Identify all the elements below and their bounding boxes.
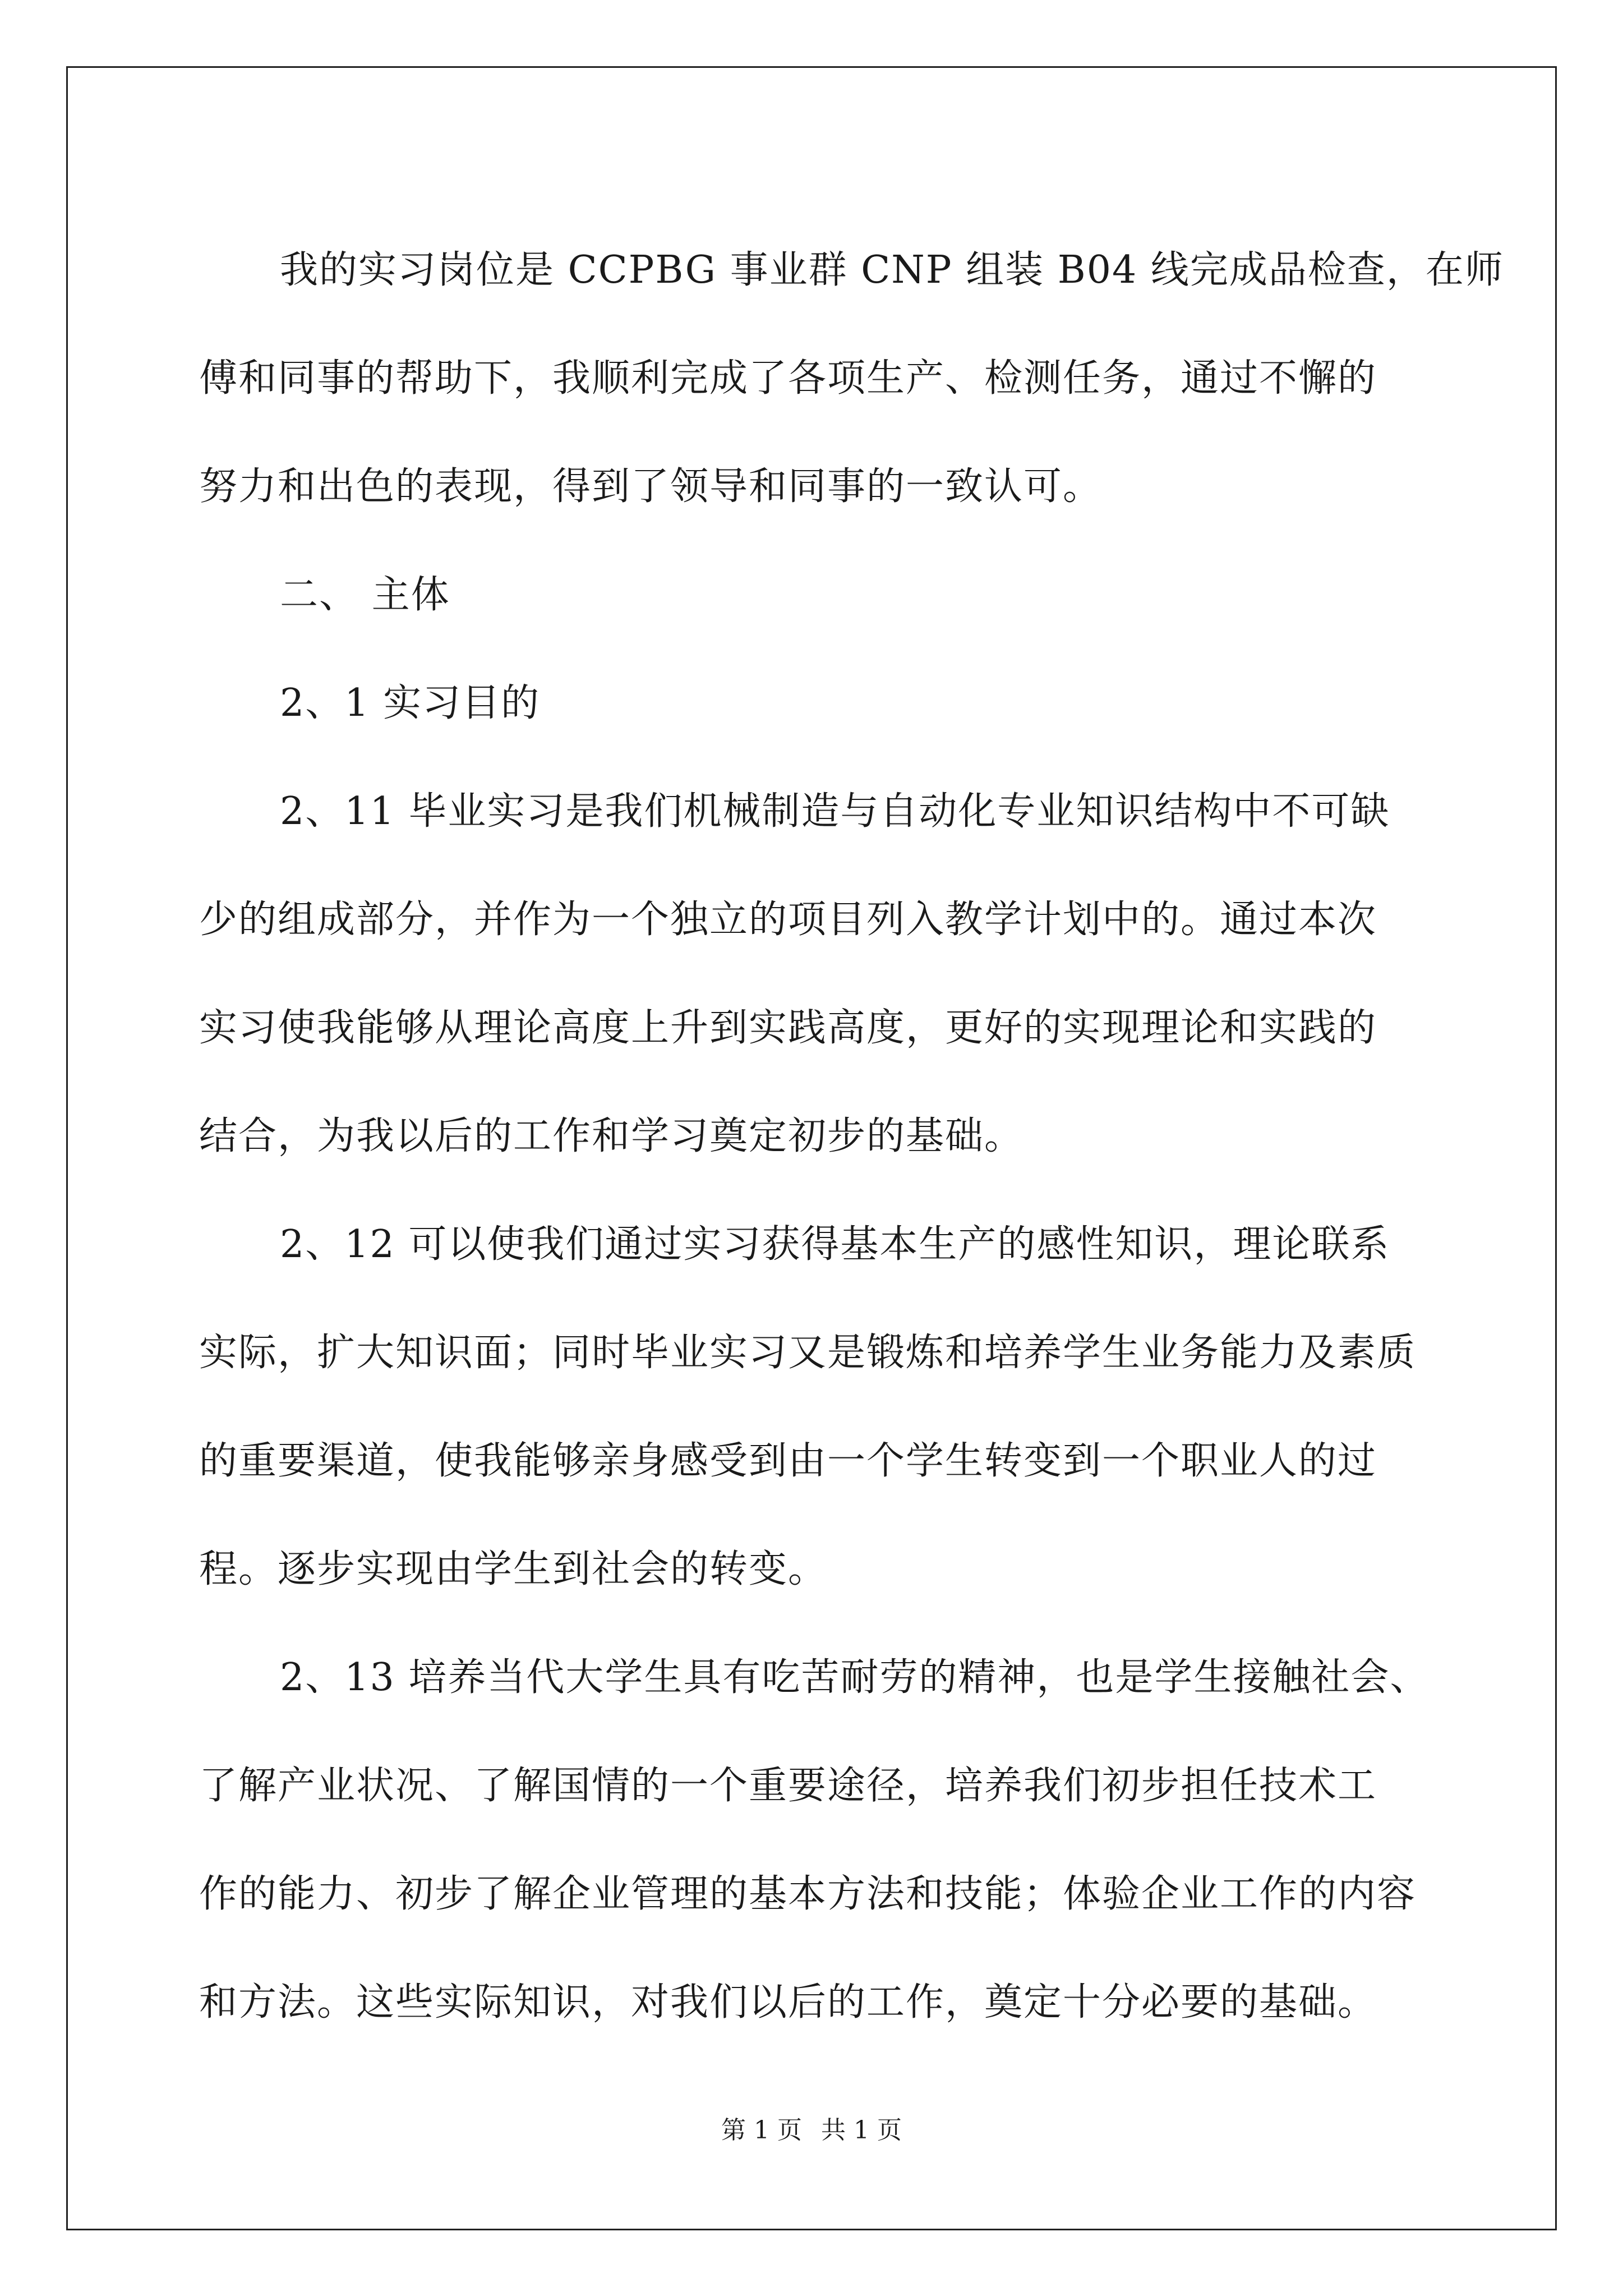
text-line: 实习使我能够从理论高度上升到实践高度，更好的实现理论和实践的: [199, 1006, 1377, 1050]
section-2-12-paragraph: [199, 1190, 1433, 1623]
text-line: 程。逐步实现由学生到社会的转变。: [199, 1547, 828, 1591]
text-line: 结合，为我以后的工作和学习奠定初步的基础。: [199, 1114, 1024, 1158]
text-line: 作的能力、初步了解企业管理的基本方法和技能；体验企业工作的内容: [199, 1872, 1417, 1916]
subsection-heading: 2、1 实习目的: [280, 681, 541, 725]
text-line: 傅和同事的帮助下，我顺利完成了各项生产、检测任务，通过不懈的: [199, 356, 1377, 401]
document-body: [199, 216, 1504, 2056]
text-line: 2、13 培养当代大学生具有吃苦耐劳的精神，也是学生接触社会、: [280, 1655, 1430, 1700]
section-2-11-paragraph: [199, 757, 1433, 1190]
text-line: 了解产业状况、了解国情的一个重要途径，培养我们初步担任技术工: [199, 1764, 1377, 1808]
intro-paragraph: [199, 216, 1504, 541]
text-line: 努力和出色的表现，得到了领导和同事的一致认可。: [199, 464, 1103, 509]
text-line: 实际，扩大知识面；同时毕业实习又是锻炼和培养学生业务能力及素质: [199, 1331, 1417, 1375]
text-line: 少的组成部分，并作为一个独立的项目列入教学计划中的。通过本次: [199, 898, 1377, 942]
text-line: 2、11 毕业实习是我们机械制造与自动化专业知识结构中不可缺: [280, 789, 1390, 834]
text-line: 2、12 可以使我们通过实习获得基本生产的感性知识，理论联系: [280, 1222, 1390, 1267]
text-line: 我的实习岗位是 CCPBG 事业群 CNP 组装 B04 线完成品检查，在师: [280, 248, 1504, 292]
text-line: 的重要渠道，使我能够亲身感受到由一个学生转变到一个职业人的过: [199, 1439, 1377, 1483]
page-total: 共 1 页: [821, 2116, 902, 2145]
page-footer: [0, 2114, 1623, 2147]
text-line: 和方法。这些实际知识，对我们以后的工作，奠定十分必要的基础。: [199, 1980, 1377, 2024]
page-number: 第 1 页: [721, 2116, 802, 2145]
section-heading: 二、 主体: [280, 573, 450, 617]
section-2-13-paragraph: [199, 1623, 1433, 2056]
